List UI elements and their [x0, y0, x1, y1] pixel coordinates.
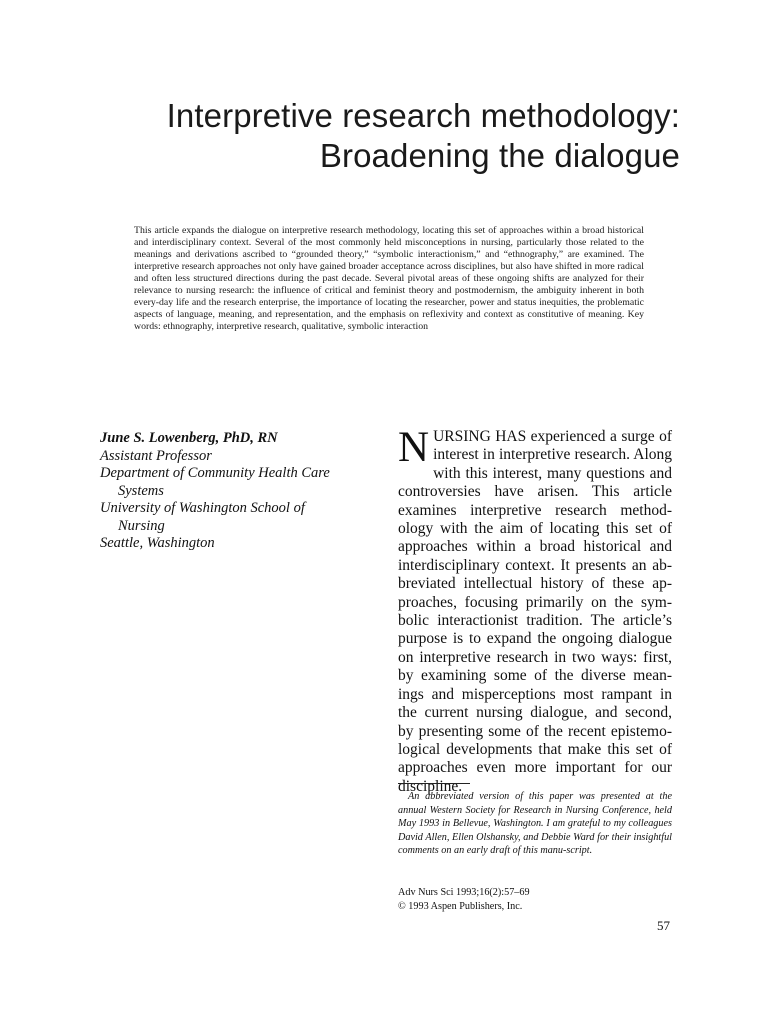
author-block	[100, 430, 370, 553]
page-number: 57	[657, 918, 670, 933]
citation-issue: 1993;16(2):57–69	[456, 887, 530, 898]
article-title-line-1: Interpretive research methodology:	[166, 97, 680, 134]
citation-copyright: © 1993 Aspen Publishers, Inc.	[398, 900, 523, 912]
citation-block	[398, 886, 672, 913]
author-position: Assistant Professor	[100, 447, 212, 464]
author-department-line-1: Department of Community Health Care	[100, 465, 330, 481]
drop-cap: N	[398, 424, 430, 471]
author-school-line-2: Nursing	[118, 517, 165, 534]
article-title-line-2: Broadening the dialogue	[319, 137, 680, 174]
author-school-line-1: University of Washington School of	[100, 500, 305, 516]
citation-journal-line	[398, 886, 672, 900]
article-title	[100, 96, 680, 176]
body-paragraph-text: URSING HAS experienced a surge of interest in interpretive research. Along with this interest, many questions and controversies have arisen. This article examines interpretive research method-ology with the aim of locating this set of approaches within a broad historical and interdisciplinary context. It presents an ab-breviated intellectual history of these ap-proaches, focusing primarily on the sym-bolic interactionist tradition. The article’s purpose is to expand the ongoing dialogue on interpretive research in two ways: first, by examining some of the diverse mean-ings and misperceptions most rampant in the current nursing dialogue, and second, by presenting some of the recent epistemo-logical developments that make this set of approaches even more important for our discipline.	[398, 428, 672, 795]
footnote-divider	[398, 783, 470, 784]
abstract: This article expands the dialogue on interpretive research methodology, locating this set of approaches within a broad historical and interdisciplinary context. Several of the most commonly held misconceptions in nursing, particularly those related to the meanings and derivations ascribed to “grounded theory,” “symbolic interactionism,” and “ethnography,” are examined. The interpretive research approaches not only have gained broader acceptance across disciplines, but also have shifted in more radical and often less structured directions during the past decade. Several pivotal areas of these ongoing shifts are analyzed for their relevance to nursing research: the influence of critical and feminist theory and postmodernism, the ambiguity inherent in both every-day life and the research enterprise, the importance of locating the researcher, power and status inequities, the problematic aspects of language, meaning, and representation, and the emphasis on reflexivity and context as constitutive of meaning. Key words: ethnography, interpretive research, qualitative, symbolic interaction	[134, 225, 644, 332]
author-name: June S. Lowenberg, PhD, RN	[100, 430, 278, 446]
author-department-line-2: Systems	[118, 482, 164, 499]
body-paragraph	[398, 424, 672, 796]
author-location: Seattle, Washington	[100, 535, 215, 551]
footnote: An abbreviated version of this paper was presented at the annual Western Society for Research in Nursing Conference, held May 1993 in Bellevue, Washington. I am grateful to my colleagues David Allen, Ellen Olshansky, and Debbie Ward for their insightful comments on an early draft of this manu-script.	[398, 791, 672, 856]
citation-journal: Adv Nurs Sci	[398, 887, 454, 898]
